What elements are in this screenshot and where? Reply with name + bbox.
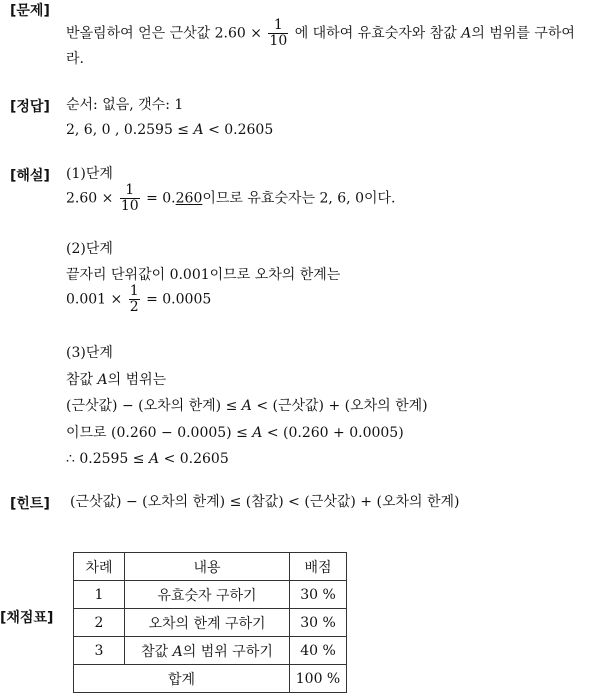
solution-step2-title: (2)단계	[66, 241, 113, 257]
step3-line1-pre: 참값	[66, 372, 94, 388]
hint-text: (근삿값) − (오차의 한계) ≤ (참값) < (근삿값) + (오차의 한계)	[70, 494, 460, 510]
hint-label: [힌트]	[10, 496, 50, 512]
step1-pre: 2.60 ×	[66, 190, 114, 207]
rubric-total-label: 합계	[74, 665, 290, 693]
step2-frac-num: 1	[129, 283, 139, 299]
step2-post: = 0.0005	[146, 291, 212, 308]
problem-line-2: 라.	[66, 51, 84, 67]
table-row	[74, 609, 347, 637]
problem-frac-den: 10	[269, 33, 288, 49]
rubric-row3-post: 의 범위 구하기	[182, 643, 273, 660]
solution-step1-title: (1)단계	[66, 166, 113, 182]
rubric-header-content: 내용	[125, 553, 290, 581]
rubric-header-no: 차례	[74, 553, 125, 581]
step1-post: 이므로 유효숫자는 2, 6, 0이다.	[202, 190, 396, 207]
step3-line1-post: 의 범위는	[107, 372, 167, 388]
solution-step3-line2	[66, 397, 428, 415]
answer-line2-post: < 0.2605	[208, 122, 274, 138]
step3-var-4: A	[148, 451, 160, 467]
problem-text-end: 의 범위를 구하여	[471, 25, 575, 42]
step3-line2-pre: (근삿값) − (오차의 한계) ≤	[66, 398, 238, 414]
step1-eq: = 0.	[146, 190, 176, 207]
problem-text-pre: 반올림하여 얻은 근삿값 2.60 ×	[66, 25, 262, 42]
problem-fraction	[268, 18, 288, 49]
step3-var-3: A	[252, 425, 263, 441]
rubric-row-no: 2	[74, 609, 125, 637]
solution-step3-line1	[66, 371, 166, 389]
rubric-row-no: 3	[74, 637, 125, 665]
step1-frac-den: 10	[120, 198, 139, 214]
rubric-row-score: 30 %	[290, 581, 347, 609]
step2-frac-den: 2	[129, 299, 139, 315]
rubric-row-score: 30 %	[290, 609, 347, 637]
answer-label: [정답]	[10, 99, 50, 115]
problem-label: [문제]	[10, 3, 50, 19]
rubric-row-content: 유효숫자 구하기	[125, 581, 290, 609]
table-row	[74, 637, 347, 665]
solution-step3-line3	[66, 424, 404, 442]
problem-frac-num: 1	[268, 18, 288, 34]
solution-step3-title: (3)단계	[66, 345, 113, 361]
step3-var-1: A	[97, 372, 108, 388]
step3-line2-post: < (근삿값) + (오차의 한계)	[256, 398, 428, 414]
step3-line3-post: < (0.260 + 0.0005)	[266, 425, 404, 441]
solution-label: [해설]	[10, 168, 50, 184]
step3-var-2: A	[241, 398, 252, 414]
answer-var: A	[193, 122, 204, 138]
solution-step3-line4	[66, 450, 229, 468]
step1-underlined: 260	[175, 190, 203, 207]
rubric-total-score: 100 %	[290, 665, 347, 693]
step3-line3-pre: 이므로 (0.260 − 0.0005) ≤	[66, 425, 248, 441]
answer-line-2	[66, 121, 273, 139]
solution-step2-line2	[66, 284, 211, 315]
rubric-header-score: 배점	[290, 553, 347, 581]
rubric-label: [채점표]	[0, 610, 54, 626]
solution-step1-line	[66, 183, 396, 214]
rubric-row-content	[125, 637, 290, 665]
step1-fraction	[120, 183, 140, 214]
rubric-table	[73, 552, 347, 693]
rubric-row-content: 오차의 한계 구하기	[125, 609, 290, 637]
problem-text-post: 에 대하여 유효숫자와 참값	[294, 25, 457, 42]
answer-line2-pre: 2, 6, 0 , 0.2595 ≤	[66, 122, 190, 138]
rubric-row3-pre: 참값	[141, 643, 169, 660]
step2-fraction	[129, 284, 140, 315]
rubric-row-no: 1	[74, 581, 125, 609]
step3-line4-pre: ∴ 0.2595 ≤	[66, 451, 145, 467]
rubric-total-row	[74, 665, 347, 693]
problem-line-1	[66, 18, 575, 49]
problem-var: A	[461, 25, 472, 42]
rubric-row-score: 40 %	[290, 637, 347, 665]
step3-line4-post: < 0.2605	[163, 451, 229, 467]
step1-frac-num: 1	[120, 183, 140, 199]
rubric-header-row	[74, 553, 347, 581]
answer-line-1: 순서: 없음, 갯수: 1	[66, 97, 184, 113]
rubric-row3-var: A	[172, 643, 183, 660]
step2-pre: 0.001 ×	[66, 291, 123, 308]
table-row	[74, 581, 347, 609]
solution-step2-line1: 끝자리 단위값이 0.001이므로 오차의 한계는	[66, 267, 341, 283]
